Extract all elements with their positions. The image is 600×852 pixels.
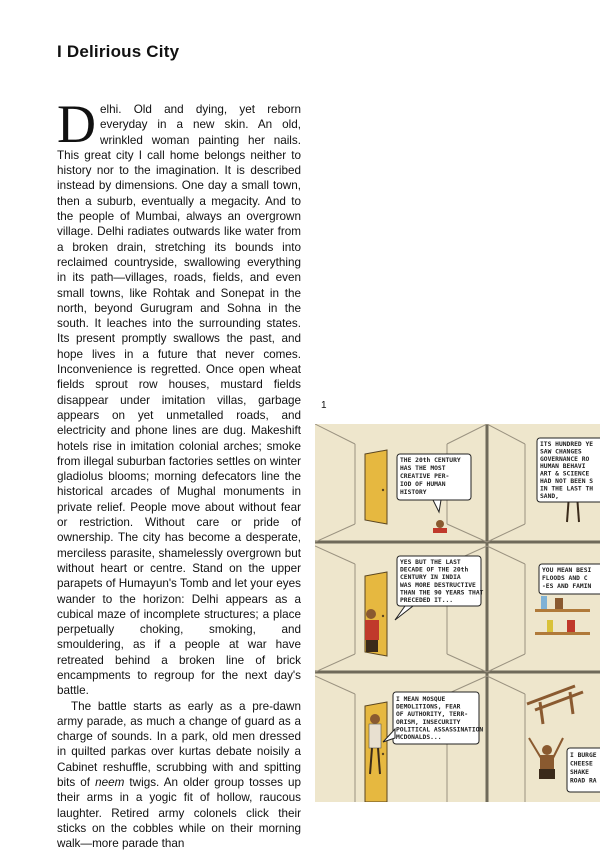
bubble-line: SHAKE [570, 769, 589, 776]
bubble-line: HISTORY [400, 489, 427, 496]
bubble-line: MCDONALDS... [396, 734, 442, 741]
chapter-title: I Delirious City [57, 42, 180, 61]
drop-cap: D [57, 94, 96, 154]
bubble-line: I BURGE [570, 752, 597, 759]
paragraph-2-italic: neem [95, 776, 125, 790]
bubble-line: HUMAN BEHAVI [540, 463, 586, 471]
bubble-line: -ES AND FAMIN [542, 583, 592, 590]
speech-bubble-5 [383, 692, 483, 744]
bubble-line: CENTURY IN INDIA [400, 574, 461, 582]
bubble-line: IN THE LAST TH [540, 485, 594, 493]
bubble-line: CREATIVE PER- [400, 473, 450, 480]
bubble-line: GOVERNANCE RO [540, 455, 590, 463]
bubble-line: ROAD RA [570, 777, 597, 785]
comic-svg [315, 424, 600, 802]
bubble-line: POLITICAL ASSASSINATION [396, 726, 484, 734]
paragraph-2-text-b: twigs. An older group tosses up their arms in a yogic fit of hollow, raucous laughter. Retired army colonels click their sticks on the cobbles while on their morning walk—more parade than [57, 776, 301, 851]
bubble-line: WAS MORE DESTRUCTIVE [400, 581, 476, 589]
body-text [57, 94, 301, 852]
bubble-line: DEMOLITIONS, FEAR [396, 703, 461, 711]
figure-number: 1 [321, 400, 327, 411]
bubble-line: I MEAN MOSQUE [396, 696, 446, 703]
paragraph-1-text: elhi. Old and dying, yet reborn everyday in a new skin. An old, wrinkled woman painting her nails. This great city I call home belongs neither to history nor to the imagination. It is described instead by dimensions. One day a small town, then a suburb, eventually a megacity. And to the people of Mumbai, always an overgrown village. Delhi radiates outwards like water from a broken drain, stretching its bounds into reclaimed countryside, swallowing everything in its path—villages, roads, fields, and even small towns, like Rohtak and Sonepat in the north, beyond Gurugram and Sohna in the south. It leaches into the surrounding states. Its present promptly swallows the past, and hope lives in a future that never comes. Inconvenience is regretted. Once open wheat fields sprout row houses, mustard fields disappear under imitation villas, garbage appears on yet unmetalled roads, and electricity and phone lines are dug. Makeshift hotels rise in imitation colonial arches; smoke from illegal suburban factories settles on winter gladiolus blooms; morning defecators line the historical arcades of Mughal monuments in private relief. People move about without fear or restriction. Without care or pride of ownership. The city has become a desperate, merciless parasite, shamelessly overgrown but without heart or centre. Stand on the upper parapets of Humayun's Tomb and let your eyes wander to the horizon: Delhi appears as a cubical maze of incomplete structures; a place perpetually choking, smoking, and smouldering, as if a people at war have retreated behind a broken line of brick encampments to regroup for the next day's battle. [57, 103, 301, 698]
comic-illustration [315, 424, 600, 802]
bubble-line: ART & SCIENCE [540, 470, 590, 478]
bubble-line: ITS HUNDRED YE [540, 441, 594, 448]
bubble-line: SAND, [540, 492, 559, 500]
paragraph-1 [57, 94, 301, 699]
bubble-line: DECADE OF THE 20th [400, 566, 469, 574]
bubble-line: THE 20th CENTURY [400, 457, 461, 464]
bubble-line: HAS THE MOST [400, 465, 446, 472]
bubble-line: CHEESE [570, 760, 593, 768]
bubble-line: SAW CHANGES [540, 448, 582, 456]
paragraph-2-text-a: The battle starts as early as a pre-dawn army parade, as much a change of guard as a charge of sounds. In a park, old men dressed in quilted parkas over kurtas debate noisily a Cabinet reshuffle, scrubbing with and spitting bits of [57, 699, 301, 790]
bubble-line: IOD OF HUMAN [400, 481, 446, 488]
speech-bubble-2 [537, 438, 600, 502]
speech-bubble-6 [567, 748, 600, 792]
bubble-line: OF AUTHORITY, TERR- [396, 711, 469, 719]
bubble-line: YES BUT THE LAST [400, 559, 461, 566]
paragraph-2 [57, 699, 301, 852]
speech-bubble-4 [539, 564, 600, 594]
bubble-4-text [542, 567, 591, 590]
bubble-line: HAD NOT BEEN S [540, 478, 594, 485]
bubble-line: ORISM, INSECURITY [396, 718, 461, 726]
bubble-line: YOU MEAN BESI [542, 567, 592, 574]
bubble-line: THAN THE 90 YEARS THAT [400, 589, 484, 597]
bubble-line: PRECEDED IT... [400, 597, 454, 604]
bubble-line: FLOODS AND C [542, 575, 588, 582]
